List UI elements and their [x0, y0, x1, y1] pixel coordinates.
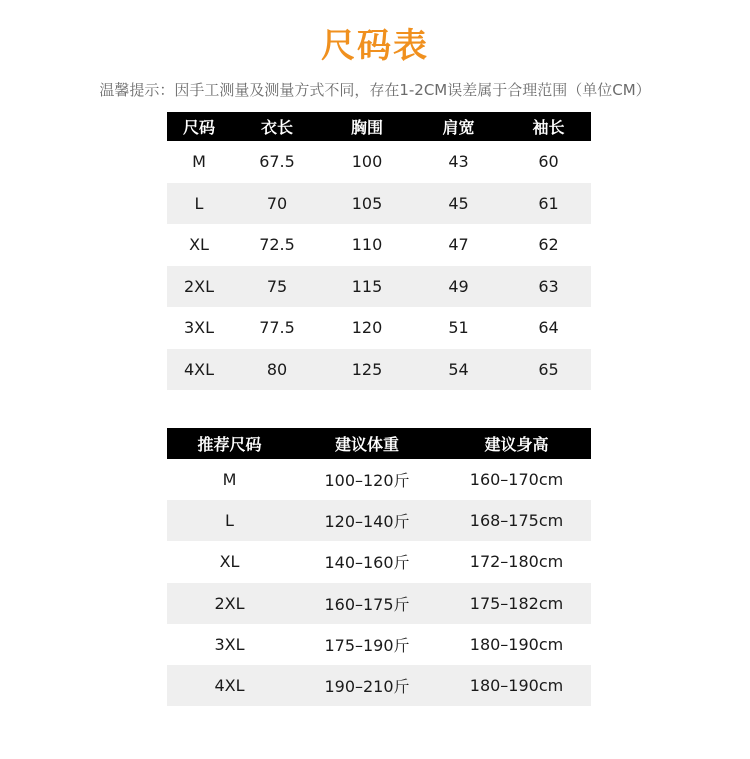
header-sleeve: 袖长	[506, 112, 591, 141]
height-cell: 172–180cm	[469, 552, 564, 572]
height-cell: 160–170cm	[469, 470, 564, 490]
size-cell: M	[222, 470, 237, 490]
size-cell: 4XL	[167, 665, 292, 706]
length-cell: 67.5	[259, 152, 295, 172]
header-height: 建议身高	[442, 428, 591, 459]
weight-cell: 120–140斤	[292, 500, 442, 541]
length-cell: 80	[231, 349, 323, 391]
shoulder-cell: 45	[411, 183, 506, 225]
weight-cell: 160–175斤	[292, 583, 442, 624]
table-row	[167, 624, 591, 665]
length-cell: 77.5	[259, 318, 295, 338]
table-row	[167, 349, 591, 391]
sleeve-cell: 64	[538, 318, 559, 338]
sleeve-cell: 65	[506, 349, 591, 391]
shoulder-cell: 43	[448, 152, 469, 172]
shoulder-cell: 54	[411, 349, 506, 391]
height-cell: 168–175cm	[442, 500, 591, 541]
table-row	[167, 266, 591, 308]
sleeve-cell: 62	[538, 235, 559, 255]
height-cell: 180–190cm	[442, 665, 591, 706]
table-row	[167, 459, 591, 500]
sleeve-cell: 63	[506, 266, 591, 308]
table-row	[167, 307, 591, 349]
shoulder-cell: 51	[448, 318, 469, 338]
weight-cell: 140–160斤	[324, 553, 410, 573]
size-cell: M	[192, 152, 206, 172]
sleeve-cell: 61	[506, 183, 591, 225]
height-cell: 175–182cm	[442, 583, 591, 624]
height-cell: 180–190cm	[469, 634, 564, 654]
chest-cell: 125	[323, 349, 411, 391]
length-cell: 75	[231, 266, 323, 308]
table-row	[167, 500, 591, 541]
size-cell: XL	[189, 235, 209, 255]
size-cell: 3XL	[214, 634, 245, 654]
sleeve-cell: 60	[538, 152, 559, 172]
length-cell: 72.5	[259, 235, 295, 255]
header-length: 衣长	[231, 112, 323, 141]
header-weight: 建议体重	[292, 428, 442, 459]
size-cell: 4XL	[167, 349, 231, 391]
recommendation-table-header	[167, 428, 591, 459]
weight-cell: 190–210斤	[292, 665, 442, 706]
table-row	[167, 541, 591, 582]
header-size: 尺码	[167, 112, 231, 141]
size-cell: L	[167, 500, 292, 541]
size-cell: 2XL	[167, 266, 231, 308]
chest-cell: 105	[323, 183, 411, 225]
table-row	[167, 583, 591, 624]
measurement-notice: 温馨提示：因手工测量及测量方式不同，存在1-2CM误差属于合理范围（单位CM）	[99, 81, 651, 99]
table-row	[167, 224, 591, 266]
header-shoulder: 肩宽	[411, 112, 506, 141]
table-row	[167, 665, 591, 706]
header-recommended-size: 推荐尺码	[167, 428, 292, 459]
size-cell: L	[167, 183, 231, 225]
size-cell: XL	[219, 552, 240, 572]
size-cell: 2XL	[167, 583, 292, 624]
shoulder-cell: 49	[411, 266, 506, 308]
page-title: 尺码表	[321, 26, 429, 66]
table-row	[167, 141, 591, 183]
length-cell: 70	[231, 183, 323, 225]
chest-cell: 115	[323, 266, 411, 308]
chest-cell: 100	[351, 152, 383, 172]
size-chart-table	[167, 112, 591, 390]
shoulder-cell: 47	[448, 235, 469, 255]
recommendation-table	[167, 428, 591, 706]
weight-cell: 100–120斤	[324, 471, 410, 491]
table-row	[167, 183, 591, 225]
weight-cell: 175–190斤	[324, 635, 410, 655]
size-table-header	[167, 112, 591, 141]
size-cell: 3XL	[183, 318, 215, 338]
chest-cell: 110	[351, 235, 383, 255]
header-chest: 胸围	[323, 112, 411, 141]
chest-cell: 120	[351, 318, 383, 338]
